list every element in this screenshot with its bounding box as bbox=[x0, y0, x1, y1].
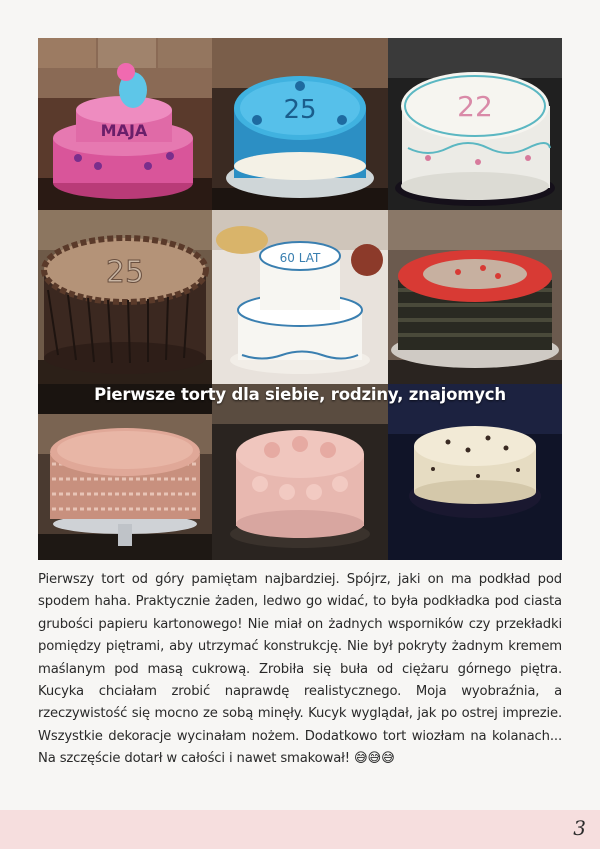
photo-pink-rosette-cake bbox=[38, 384, 212, 560]
page-number: 3 bbox=[573, 816, 586, 840]
collage-caption: Pierwsze torty dla siebie, rodziny, znajomych bbox=[94, 385, 506, 404]
photo-pink-rose-cake bbox=[212, 384, 388, 560]
photo-two-tier-cake bbox=[212, 210, 388, 384]
photo-red-rosette-cake bbox=[388, 210, 562, 384]
cake-lettering: 25 bbox=[283, 95, 317, 125]
cake-lettering: 22 bbox=[457, 90, 493, 123]
photo-chocolate-cake-25 bbox=[38, 210, 212, 384]
story-paragraph: Pierwszy tort od góry pamiętam najbardziej. Spójrz, jaki on ma podkład pod spodem haha. Praktycznie żaden, ledwo go widać, to była podkładka pod ciasta grubości papieru kartonowego! Nie miał on żadnych wsporników czy przekładki pomiędzy piętrami, aby utrzymać konstrukcję. Nie był pokryty żadnym kremem maślanym pod masą cukrową. Zrobiła się buła od ciężaru górnego piętra. Kucyka chciałam zrobić naprawdę realistycznego. Moja wyobraźnia, a rzeczywistość się mocno ze sobą minęły. Kucyk wyglądał, jak po ostrej imprezie. Wszystkie dekoracje wycinałam nożem. Dodatkowo tort wiozłam na kolanach... Na szczęście dotarł w całości i nawet smakował! 😅😅😅 bbox=[38, 572, 562, 767]
footer-band bbox=[0, 810, 600, 849]
cake-photo-collage bbox=[38, 38, 562, 560]
cake-lettering: 25 bbox=[105, 255, 145, 290]
photo-blue-cake bbox=[212, 38, 388, 210]
photo-white-cake-22 bbox=[388, 38, 562, 210]
cake-lettering: 60 LAT bbox=[279, 251, 321, 265]
cake-lettering: MAJA bbox=[100, 121, 148, 140]
photo-cream-crumb-cake bbox=[388, 384, 562, 560]
photo-pink-pony-cake bbox=[38, 38, 212, 210]
